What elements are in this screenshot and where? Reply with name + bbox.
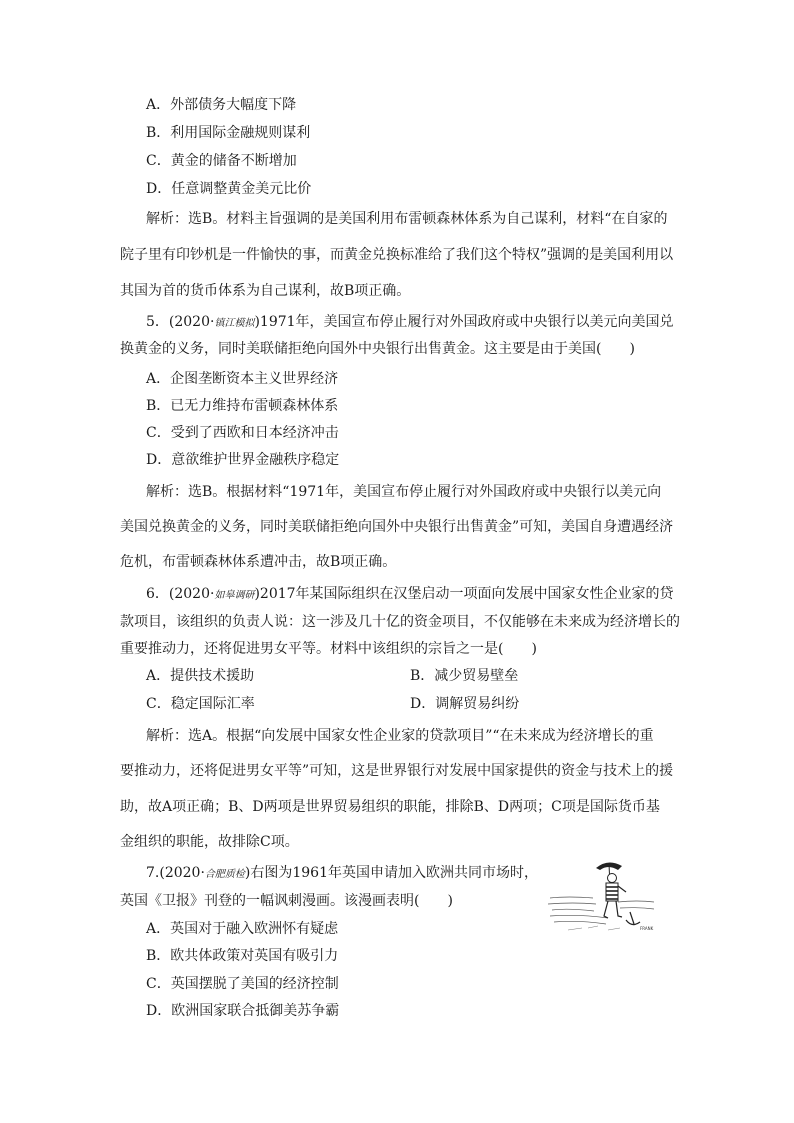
q6-stem-text: )2017年某国际组织在汉堡启动一项面向发展中国家女性企业家的贷 bbox=[254, 586, 674, 602]
q6-stem-line-3: 重要推动力，还将促进男女平等。材料中该组织的宗旨之一是( ) bbox=[120, 641, 537, 657]
q6-source: 如皋调研 bbox=[214, 590, 255, 601]
q5-option-d: D．意欲维护世界金融秩序稳定 bbox=[146, 452, 340, 468]
satirical-cartoon-image bbox=[548, 858, 656, 934]
q4-option-b: B．利用国际金融规则谋利 bbox=[146, 125, 311, 141]
q7-stem-line-2: 英国《卫报》刊登的一幅讽刺漫画。该漫画表明( ) bbox=[120, 893, 453, 909]
artist-signature: FRANK bbox=[640, 926, 654, 931]
q5-stem-line-1 bbox=[146, 313, 674, 333]
q7-stem-line-1 bbox=[146, 864, 538, 884]
q5-stem-line-2: 换黄金的义务，同时美联储拒绝向国外中央银行出售黄金。这主要是由于美国( ) bbox=[120, 341, 635, 357]
q6-analysis-line-3: 助，故A项正确；B、D两项是世界贸易组织的职能，排除B、D两项；C项是国际货币基 bbox=[120, 799, 660, 815]
q6-option-b: B．减少贸易壁垒 bbox=[410, 668, 519, 684]
q5-stem-text: )1971年，美国宣布停止履行对外国政府或中央银行以美元向美国兑 bbox=[254, 314, 674, 330]
q7-option-a: A．英国对于融入欧洲怀有疑虑 bbox=[146, 921, 339, 937]
q7-source: 合肥质检 bbox=[204, 869, 245, 880]
q6-option-d: D．调解贸易纠纷 bbox=[410, 696, 520, 712]
sea-lines bbox=[548, 897, 654, 924]
q5-analysis-line-3: 危机，布雷顿森林体系遭冲击，故B项正确。 bbox=[120, 554, 397, 570]
q7-option-b: B．欧共体政策对英国有吸引力 bbox=[146, 948, 339, 964]
q5-option-b: B．已无力维持布雷顿森林体系 bbox=[146, 398, 339, 414]
q5-option-c: C．受到了西欧和日本经济冲击 bbox=[146, 425, 339, 441]
q5-number: 5．(2020· bbox=[146, 314, 215, 330]
q5-analysis-line-2: 美国兑换黄金的义务，同时美联储拒绝向国外中央银行出售黄金”可知，美国自身遭遇经济 bbox=[120, 519, 674, 535]
q6-analysis-line-1: 解析：选A。根据“向发展中国家女性企业家的贷款项目”“在未来成为经济增长的重 bbox=[146, 728, 654, 744]
q6-option-a: A．提供技术援助 bbox=[146, 668, 255, 684]
q5-source: 镇江模拟 bbox=[214, 318, 255, 329]
sand-texture bbox=[568, 926, 620, 930]
q6-stem-line-2: 款项目，该组织的负责人说：这一涉及几十亿的资金项目，不仅能够在未来成为经济增长的 bbox=[120, 614, 680, 630]
q4-analysis-line-2: 院子里有印钞机是一件愉快的事，而黄金兑换标准给了我们这个特权”强调的是美国利用以 bbox=[120, 247, 674, 263]
q4-option-c: C．黄金的储备不断增加 bbox=[146, 153, 297, 169]
q5-option-a: A．企图垄断资本主义世界经济 bbox=[146, 371, 339, 387]
q6-option-c: C．稳定国际汇率 bbox=[146, 696, 255, 712]
q4-option-d: D．任意调整黄金美元比价 bbox=[146, 181, 312, 197]
q6-number: 6．(2020· bbox=[146, 586, 215, 602]
bather-figure bbox=[604, 874, 626, 919]
q4-option-a: A．外部债务大幅度下降 bbox=[146, 97, 297, 113]
anchor-icon bbox=[626, 912, 640, 925]
q5-analysis-line-1: 解析：选B。根据材料“1971年，美国宣布停止履行对外国政府或中央银行以美元向 bbox=[146, 484, 662, 500]
q6-stem-line-1 bbox=[146, 585, 674, 605]
q7-number: 7.(2020· bbox=[146, 865, 205, 881]
q6-analysis-line-4: 金组织的职能，故排除C项。 bbox=[120, 834, 299, 850]
q4-analysis-line-1: 解析：选B。材料主旨强调的是美国利用布雷顿森林体系为自己谋利，材料“在自家的 bbox=[146, 211, 668, 227]
q7-option-c: C．英国摆脱了美国的经济控制 bbox=[146, 976, 339, 992]
q7-option-d: D．欧洲国家联合抵御美苏争霸 bbox=[146, 1003, 340, 1019]
q4-analysis-line-3: 其国为首的货币体系为自己谋利，故B项正确。 bbox=[120, 283, 411, 299]
q6-analysis-line-2: 要推动力，还将促进男女平等”可知，这是世界银行对发展中国家提供的资金与技术上的援 bbox=[120, 763, 674, 779]
q7-stem-text: )右图为1961年英国申请加入欧洲共同市场时， bbox=[244, 865, 538, 881]
